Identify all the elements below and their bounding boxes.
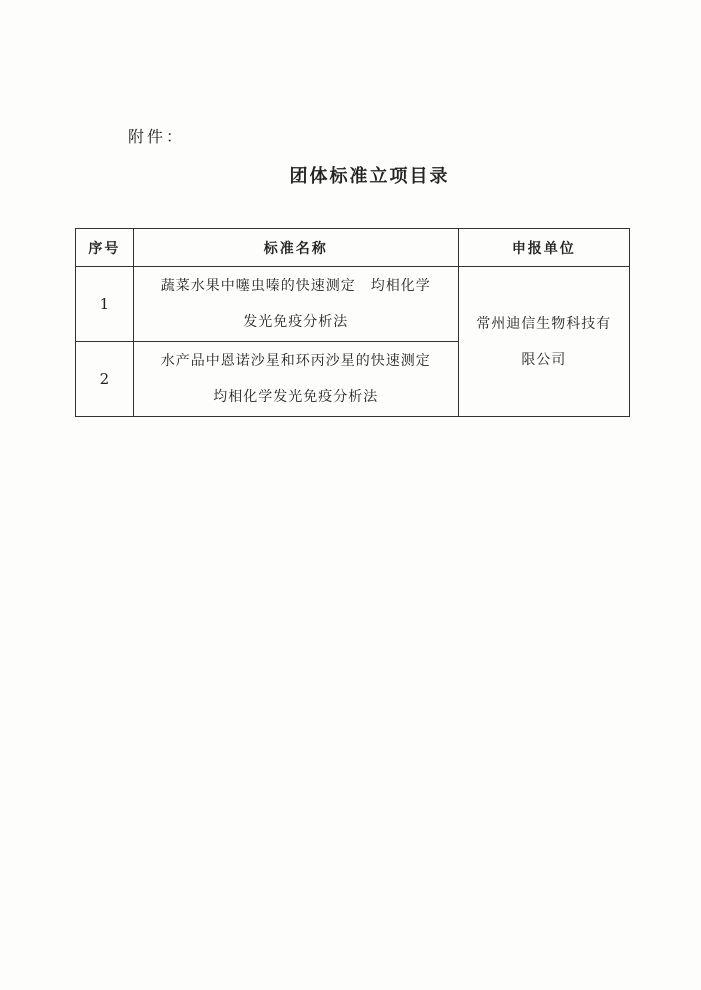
header-standard-name: 标准名称 <box>133 229 458 267</box>
table-header-row <box>76 229 630 267</box>
standard-name-line: 水产品中恩诺沙星和环丙沙星的快速测定 <box>160 353 431 369</box>
row-standard-name <box>133 342 458 417</box>
header-applicant-unit: 申报单位 <box>458 229 629 267</box>
attachment-label: 附件： <box>128 127 186 146</box>
standard-name-line: 蔬菜水果中噻虫嗪的快速测定 均相化学 <box>160 278 431 294</box>
row-index: 2 <box>76 342 134 417</box>
row-standard-name <box>133 267 458 342</box>
page-title: 团体标准立项目录 <box>289 166 450 187</box>
applicant-unit-line: 限公司 <box>521 351 567 368</box>
row-index: 1 <box>76 267 134 342</box>
standard-name-line: 均相化学发光免疫分析法 <box>213 389 379 405</box>
header-index: 序号 <box>76 229 134 267</box>
standard-name-line: 发光免疫分析法 <box>243 314 349 330</box>
applicant-unit-line: 常州迪信生物科技有 <box>476 315 612 332</box>
applicant-unit <box>458 267 629 417</box>
table-row <box>76 267 630 342</box>
standards-table <box>75 228 630 417</box>
